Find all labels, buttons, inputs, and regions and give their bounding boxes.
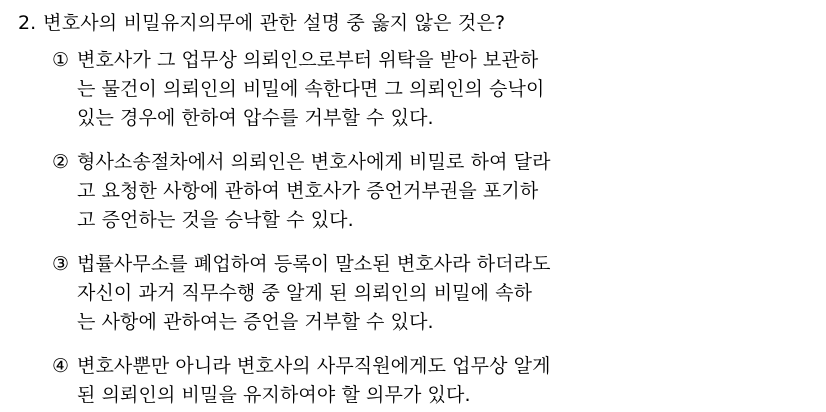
choice-line: 변호사가 그 업무상 의뢰인으로부터 위탁을 받아 보관하	[77, 49, 539, 71]
choice-text-3	[77, 250, 767, 337]
question-text: 변호사의 비밀유지의무에 관한 설명 중 옳지 않은 것은?	[43, 12, 506, 34]
choice-marker-2: ②	[52, 151, 70, 173]
choice-text-2	[77, 148, 767, 235]
question-stem	[18, 8, 826, 38]
choice-line: 된 의뢰인의 비밀을 유지하여야 할 의무가 있다.	[77, 384, 471, 406]
choice-option-1[interactable]	[52, 46, 826, 133]
choice-list	[0, 46, 826, 410]
choice-line: 자신이 과거 직무수행 중 알게 된 의뢰인의 비밀에 속하	[77, 282, 533, 304]
choice-marker-1: ①	[52, 49, 70, 71]
choice-marker-3: ③	[52, 253, 70, 275]
choice-option-3[interactable]	[52, 250, 826, 337]
choice-marker-4: ④	[52, 355, 70, 377]
choice-line: 고 증언하는 것을 승낙할 수 있다.	[77, 209, 354, 231]
choice-text-4	[77, 352, 767, 410]
choice-line: 는 사항에 관하여는 증언을 거부할 수 있다.	[77, 311, 434, 333]
choice-option-4[interactable]	[52, 352, 826, 410]
choice-line: 는 물건이 의뢰인의 비밀에 속한다면 그 의뢰인의 승낙이	[77, 78, 545, 100]
choice-line: 형사소송절차에서 의뢰인은 변호사에게 비밀로 하여 달라	[77, 151, 551, 173]
question-number: 2.	[18, 12, 37, 34]
choice-line: 고 요청한 사항에 관하여 변호사가 증언거부권을 포기하	[77, 180, 539, 202]
choice-option-2[interactable]	[52, 148, 826, 235]
choice-line: 변호사뿐만 아니라 변호사의 사무직원에게도 업무상 알게	[77, 355, 551, 377]
choice-line: 있는 경우에 한하여 압수를 거부할 수 있다.	[77, 107, 434, 129]
choice-text-1	[77, 46, 767, 133]
choice-line: 법률사무소를 폐업하여 등록이 말소된 변호사라 하더라도	[77, 253, 551, 275]
